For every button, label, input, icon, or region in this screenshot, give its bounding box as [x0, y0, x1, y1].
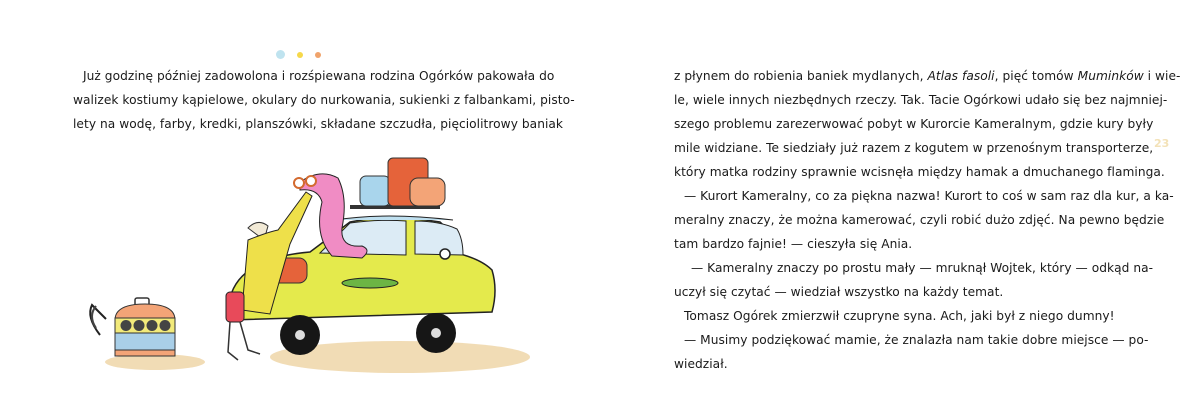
- yellow-dot-icon: [297, 52, 303, 58]
- text-line: z płynem do robienia baniek mydlanych, Atlas fasoli, pięć tomów Muminków i wie-: [674, 69, 1181, 83]
- text-line: meralny znaczy, że można kamerować, czyli robić dużo zdjęć. Na pewno będzie: [674, 213, 1165, 227]
- left-page-text: [73, 64, 575, 136]
- text-line: szego problemu zarezerwować pobyt w Kurorcie Kameralnym, gdzie kury były: [674, 117, 1154, 131]
- text-line: który matka rodziny sprawnie wcisnęła między hamak a dmuchanego flaminga.: [674, 165, 1165, 179]
- blue-dot-icon: [276, 50, 285, 59]
- text-line: wiedział.: [674, 357, 728, 371]
- hen-carrier-icon: [90, 298, 175, 356]
- text-line: — Musimy podziękować mamie, że znalazła nam takie dobre miejsce — po-: [684, 333, 1149, 347]
- right-page: [600, 0, 1200, 420]
- ornament-dots: [276, 50, 321, 59]
- text-line: lety na wodę, farby, kredki, planszówki, składane szczudła, pięciolitrowy baniak: [73, 117, 564, 131]
- text-line: mile widziane. Te siedziały już razem z kogutem w przenośnym transporterze,: [674, 141, 1154, 155]
- text-line: Już godzinę później zadowolona i rozśpiewana rodzina Ogórków pakowała do: [83, 69, 555, 83]
- page-number: 23: [1154, 137, 1170, 150]
- text-line: uczył się czytać — wiedział wszystko na każdy temat.: [674, 285, 1004, 299]
- car-packing-illustration: [70, 150, 530, 390]
- text-line: Tomasz Ogórek zmierzwił czupryne syna. Ach, jaki był z niego dumny!: [684, 309, 1115, 323]
- orange-dot-icon: [315, 52, 321, 58]
- text-line: — Kameralny znaczy po prostu mały — mruknął Wojtek, który — odkąd na-: [691, 261, 1154, 275]
- text-line: le, wiele innych niezbędnych rzeczy. Tak. Tacie Ogórkowi udało się bez najmniej-: [674, 93, 1168, 107]
- text-line: walizek kostiumy kąpielowe, okulary do nurkowania, sukienki z falbankami, pisto-: [73, 93, 575, 107]
- text-line: tam bardzo fajnie! — cieszyła się Ania.: [674, 237, 913, 251]
- text-line: — Kurort Kameralny, co za piękna nazwa! Kurort to coś w sam raz dla kur, a ka-: [684, 189, 1174, 203]
- roof-luggage-icon: [350, 158, 445, 209]
